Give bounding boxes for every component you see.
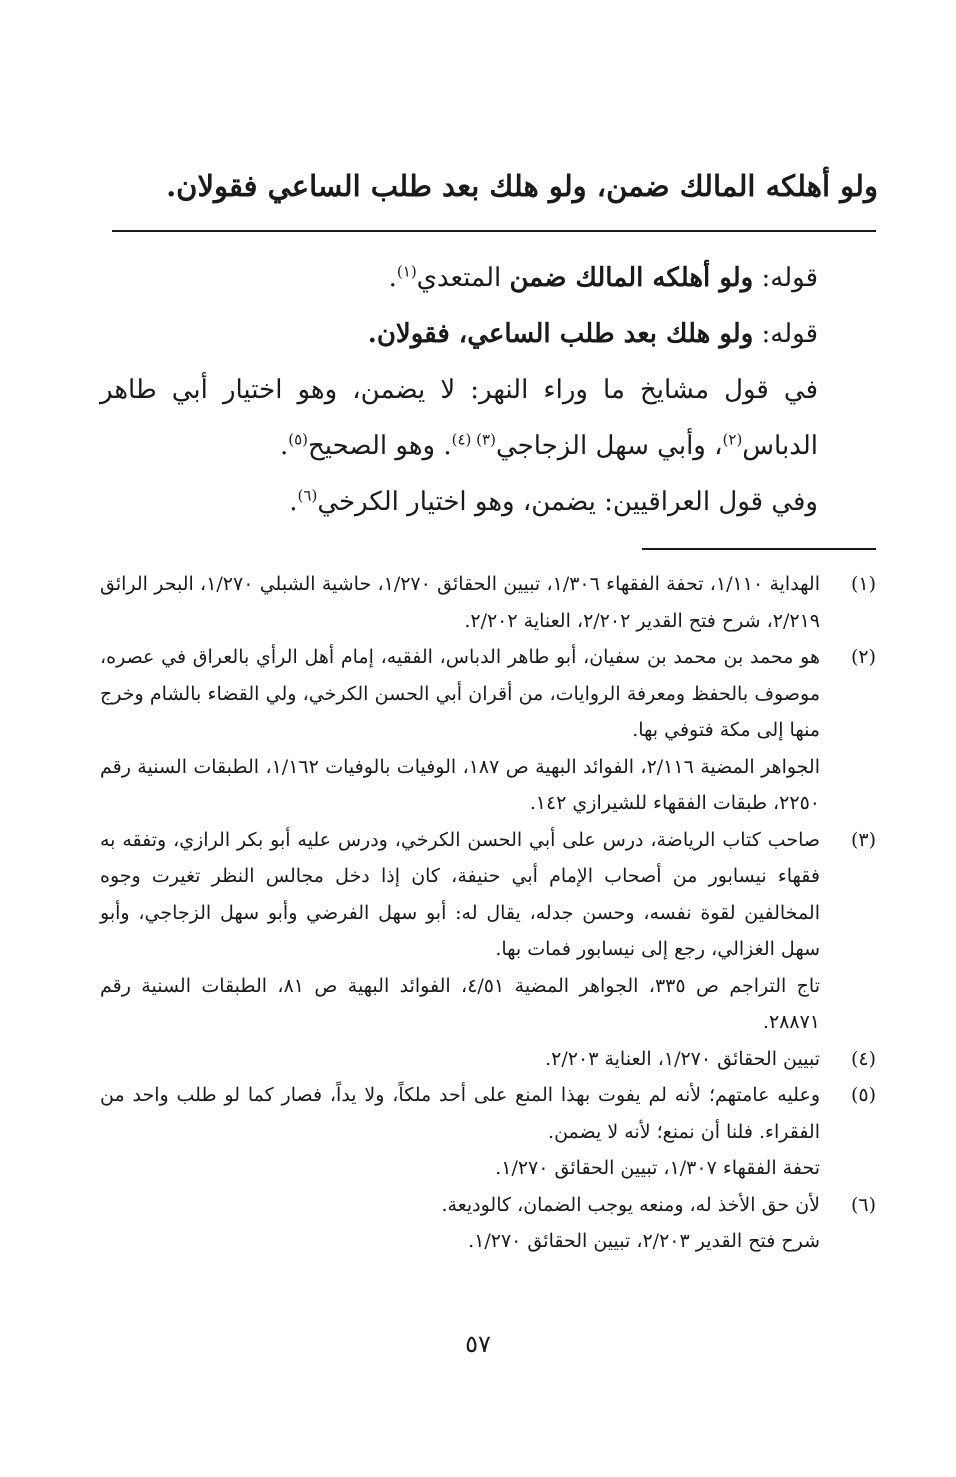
footnote-2 (100, 639, 876, 822)
footnotes (100, 566, 876, 1260)
footnote-4 (100, 1041, 876, 1078)
footnote-ref[interactable]: (١) (396, 262, 417, 281)
commentary-quote-1: قوله: ولو أهلكه المالك ضمن المتعدي$^{(١)}$. (388, 262, 818, 293)
footnote-text: صاحب كتاب الرياضة، درس على أبي الحسن الكرخي، ودرس عليه أبو بكر الرازي، وتفقه به فقهاء نيسابور من أصحاب الإمام أبي حنيفة، كان إذا دخل مجالس النظر تغيرت وجوه المخالفين لقوة نفسه، وحسن جدله، يقال له: أبو سهل الفرضي وأبو سهل الزجاجي، وأبو سهل الغزالي، رجع إلى نيسابور فمات بها. (100, 828, 820, 960)
footnote-5 (100, 1077, 876, 1187)
footnote-text: الهداية ١/١١٠، تحفة الفقهاء ١/٣٠٦، تبيين الحقائق ١/٢٧٠، حاشية الشبلي ١/٢٧٠، البحر الرائق ٢/٢١٩، شرح فتح القدير ٢/٢٠٢، العناية ٢/٢٠٢. (100, 573, 820, 632)
commentary-paragraph-2: وفي قول العراقيين: يضمن، وهو اختيار الكرخي$^{(٦)}$. (289, 486, 818, 517)
footnote-text: وعليه عامتهم؛ لأنه لم يفوت بهذا المنع على أحد ملكاً، ولا يداً، فصار كما لو طلب واحد من الفقراء. فلنا أن نمنع؛ لأنه لا يضمن. (100, 1084, 820, 1143)
footnote-number: (٢) (850, 646, 876, 668)
footnote-6 (100, 1187, 876, 1260)
footnote-number: (١) (850, 573, 876, 595)
footnote-ref[interactable]: (٦) (297, 486, 318, 505)
footnote-ref[interactable]: (٢) (722, 430, 743, 449)
matn-divider (112, 230, 876, 232)
footnote-sources: الجواهر المضية ٢/١١٦، الفوائد البهية ص ١٨٧، الوفيات بالوفيات ١/١٦٢، الطبقات السنية رقم ٢٢٥٠، طبقات الفقهاء للشيرازي ١٤٢. (100, 755, 820, 814)
footnote-sources: تاج التراجم ص ٣٣٥، الجواهر المضية ٤/٥١، الفوائد البهية ص ٨١، الطبقات السنية رقم ٢٨٨٧١. (100, 974, 821, 1033)
commentary-paragraph-1: في قول مشايخ ما وراء النهر: لا يضمن، وهو اختيار أبي طاهر الدباس$^{(٢)}$، وأبي سهل الزجاجي$^{(٣) (٤)}$. وهو الصحيح$^{(٥)}$. (100, 375, 818, 461)
commentary (100, 250, 876, 530)
footnote-text: هو محمد بن محمد بن سفيان، أبو طاهر الدباس، الفقيه، إمام أهل الرأي بالعراق في عصره، موصوف بالحفظ ومعرفة الروايات، من أقران أبي الحسن الكرخي، ولي القضاء بالشام وخرج منها إلى مكة فتوفي بها. (100, 646, 820, 741)
matn-heading: ولو أهلكه المالك ضمن، ولو هلك بعد طلب الساعي فقولان. (166, 169, 878, 203)
footnote-number: (٥) (850, 1084, 876, 1106)
footnote-divider (642, 548, 876, 550)
footnote-3 (100, 822, 876, 1041)
footnote-text: لأن حق الأخذ له، ومنعه يوجب الضمان، كالوديعة. (441, 1193, 820, 1216)
footnote-sources: شرح فتح القدير ٢/٢٠٣، تبيين الحقائق ١/٢٧٠. (468, 1230, 820, 1252)
commentary-quote-2: قوله: ولو هلك بعد طلب الساعي، فقولان. (367, 319, 818, 349)
footnote-number: (٤) (850, 1047, 876, 1070)
footnote-ref[interactable]: (٥) (288, 430, 309, 449)
footnote-number: (٣) (850, 828, 876, 851)
page-number: ٥٧ (465, 1330, 491, 1358)
footnote-sources: تحفة الفقهاء ١/٣٠٧، تبيين الحقائق ١/٢٧٠. (495, 1157, 820, 1179)
footnote-1 (100, 566, 876, 639)
footnote-ref[interactable]: (٣) (٤) (451, 430, 496, 449)
footnote-number: (٦) (850, 1193, 876, 1216)
footnote-text: تبيين الحقائق ١/٢٧٠، العناية ٢/٢٠٣. (545, 1047, 820, 1070)
